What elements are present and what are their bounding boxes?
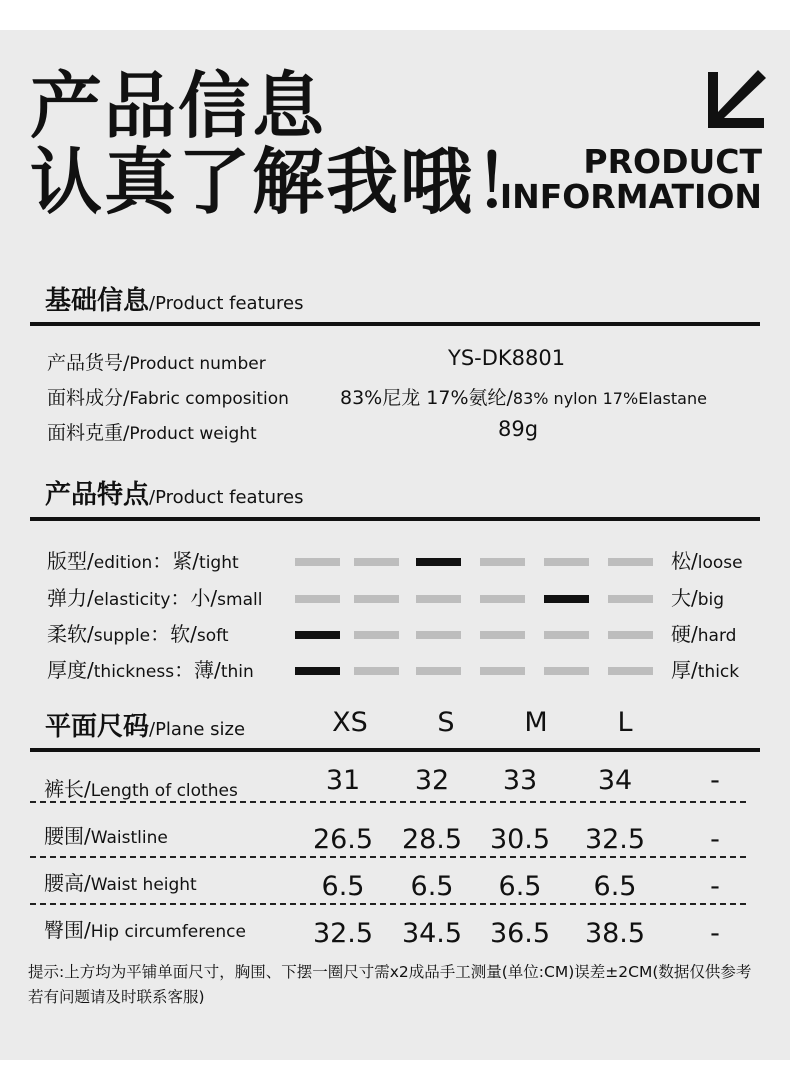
feature-name-en: thickness [93,662,175,682]
size-section-divider [30,748,760,752]
level-bar [608,667,653,675]
size-value-cell: 32.5 [584,824,646,855]
feature-name-en: supple [93,626,151,646]
level-bar [544,631,589,639]
feature-low-en: small [217,590,263,610]
size-column-l: L [617,707,633,738]
feature-name-cn: 厚度/ [47,658,94,682]
feature-name-en: elasticity [93,590,171,610]
level-bar [354,595,399,603]
feature-high-cn: 松/ [671,549,698,573]
feature-label [47,582,262,611]
info-row-product-number [47,348,266,375]
size-value-cell: 6.5 [410,871,454,902]
level-bar [295,667,340,675]
size-value-cell: 31 [325,765,361,796]
size-value-cell: - [710,918,720,949]
size-value-cell: 26.5 [312,824,374,855]
info-label-en: Product weight [129,424,257,444]
feature-name-cn: 版型/ [47,549,94,573]
feature-low-cn: ：小/ [170,586,218,610]
size-row-label-en: Waist height [90,875,197,895]
size-value-cell: 28.5 [401,824,463,855]
size-row-label-en: Length of clothes [90,781,238,801]
level-bar [480,667,525,675]
level-bar [295,558,340,566]
level-bar [480,631,525,639]
size-value-cell: 32.5 [312,918,374,949]
level-bar [416,558,461,566]
feature-label [47,545,239,574]
size-column-xs: XS [332,707,368,738]
level-bar [544,667,589,675]
info-value-product-number [448,346,565,370]
size-value-cell: 30.5 [489,824,551,855]
product-info-card [0,30,790,1060]
info-label-en: Product number [129,354,266,374]
feature-high-label [671,654,739,683]
level-bar [544,558,589,566]
size-value-cell: 6.5 [593,871,637,902]
level-bar [416,667,461,675]
feature-low-en: thin [220,662,254,682]
size-section-heading [45,706,245,743]
size-heading-en: /Plane size [149,719,246,740]
size-row-label-cn: 腰围/ [44,824,91,848]
feature-high-cn: 大/ [671,586,698,610]
title-line-2: 认真了解我哦！ [30,140,549,224]
title-en-line-1: PRODUCT [583,142,762,181]
features-heading-cn: 产品特点 [45,480,150,510]
level-bar [416,595,461,603]
info-row-fabric-composition [47,383,289,410]
basic-heading-en: /Product features [149,293,304,314]
level-bar [608,558,653,566]
info-label-cn: 面料成分/ [47,387,130,409]
feature-low-en: tight [199,553,239,573]
level-bar [354,667,399,675]
info-value-product-weight [498,417,538,441]
size-row-label-cn: 臀围/ [44,918,91,942]
size-value-cell: 38.5 [584,918,646,949]
size-row-label-cn: 腰高/ [44,871,91,895]
row-divider [30,801,746,803]
size-column-m: M [524,707,548,738]
row-divider [30,856,746,858]
size-value-cell: 34 [597,765,633,796]
feature-label [47,654,254,683]
feature-name-cn: 弹力/ [47,586,94,610]
features-section-divider [30,517,760,521]
size-value-cell: 34.5 [401,918,463,949]
level-bar [354,558,399,566]
level-bar [480,558,525,566]
feature-high-label [671,618,736,647]
feature-high-cn: 厚/ [671,658,698,682]
size-value-cell: - [710,824,720,855]
feature-high-en: hard [697,626,737,646]
info-label-cn: 产品货号/ [47,352,130,374]
title-line-1: 产品信息 [30,64,327,148]
size-value-cell: 33 [502,765,538,796]
info-value-text: 89g [498,417,539,441]
arrow-down-left-icon [702,70,768,136]
size-heading-cn: 平面尺码 [45,712,150,742]
info-label-en: Fabric composition [129,389,289,409]
info-value-text: 83%尼龙 17%氨纶/ [340,387,513,409]
feature-high-label [671,545,743,574]
level-bar [608,631,653,639]
feature-high-cn: 硬/ [671,622,698,646]
level-bar [544,595,589,603]
feature-low-cn: ：紧/ [152,549,200,573]
level-bar [295,595,340,603]
size-row-label-en: Waistline [90,828,168,848]
size-row-label [44,914,246,943]
basic-section-divider [30,322,760,326]
size-row-label [44,820,168,849]
title-en-line-2: INFORMATION [499,176,762,216]
level-bar [354,631,399,639]
feature-name-en: edition [93,553,153,573]
measurement-note: 提示:上方均为平铺单面尺寸，胸围、下摆一圈尺寸需x2成品手工测量(单位:CM)误差±2CM(数据仅供参考若有问题请及时联系客服) [28,963,752,1006]
size-row-label-cn: 裤长/ [44,777,91,801]
level-bar [480,595,525,603]
level-bar [608,595,653,603]
info-value-fabric-composition [340,383,707,410]
feature-high-label [671,582,724,611]
row-divider [30,903,746,905]
level-bar [295,631,340,639]
size-value-cell: 36.5 [489,918,551,949]
feature-name-cn: 柔软/ [47,622,94,646]
size-row-label [44,867,197,896]
size-value-cell: - [710,765,720,796]
basic-section-heading [45,280,304,317]
feature-high-en: big [697,590,725,610]
features-section-heading [45,474,304,511]
features-heading-en: /Product features [149,487,304,508]
size-row-label-en: Hip circumference [90,922,246,942]
size-value-cell: 6.5 [321,871,365,902]
basic-heading-cn: 基础信息 [45,286,150,316]
size-value-cell: - [710,871,720,902]
feature-low-en: soft [196,626,229,646]
level-bar [416,631,461,639]
info-row-product-weight [47,418,257,445]
feature-low-cn: ：薄/ [174,658,221,682]
feature-high-en: thick [697,662,740,682]
size-value-cell: 32 [414,765,450,796]
feature-high-en: loose [697,553,743,573]
feature-label [47,618,229,647]
size-column-s: S [437,707,455,738]
size-row-label [44,773,238,802]
info-value-en: 83% nylon 17%Elastane [512,389,707,408]
size-value-cell: 6.5 [498,871,542,902]
info-label-cn: 面料克重/ [47,422,130,444]
title-english [499,142,762,216]
feature-low-cn: ：软/ [150,622,197,646]
info-value-text: YS-DK8801 [448,346,566,370]
